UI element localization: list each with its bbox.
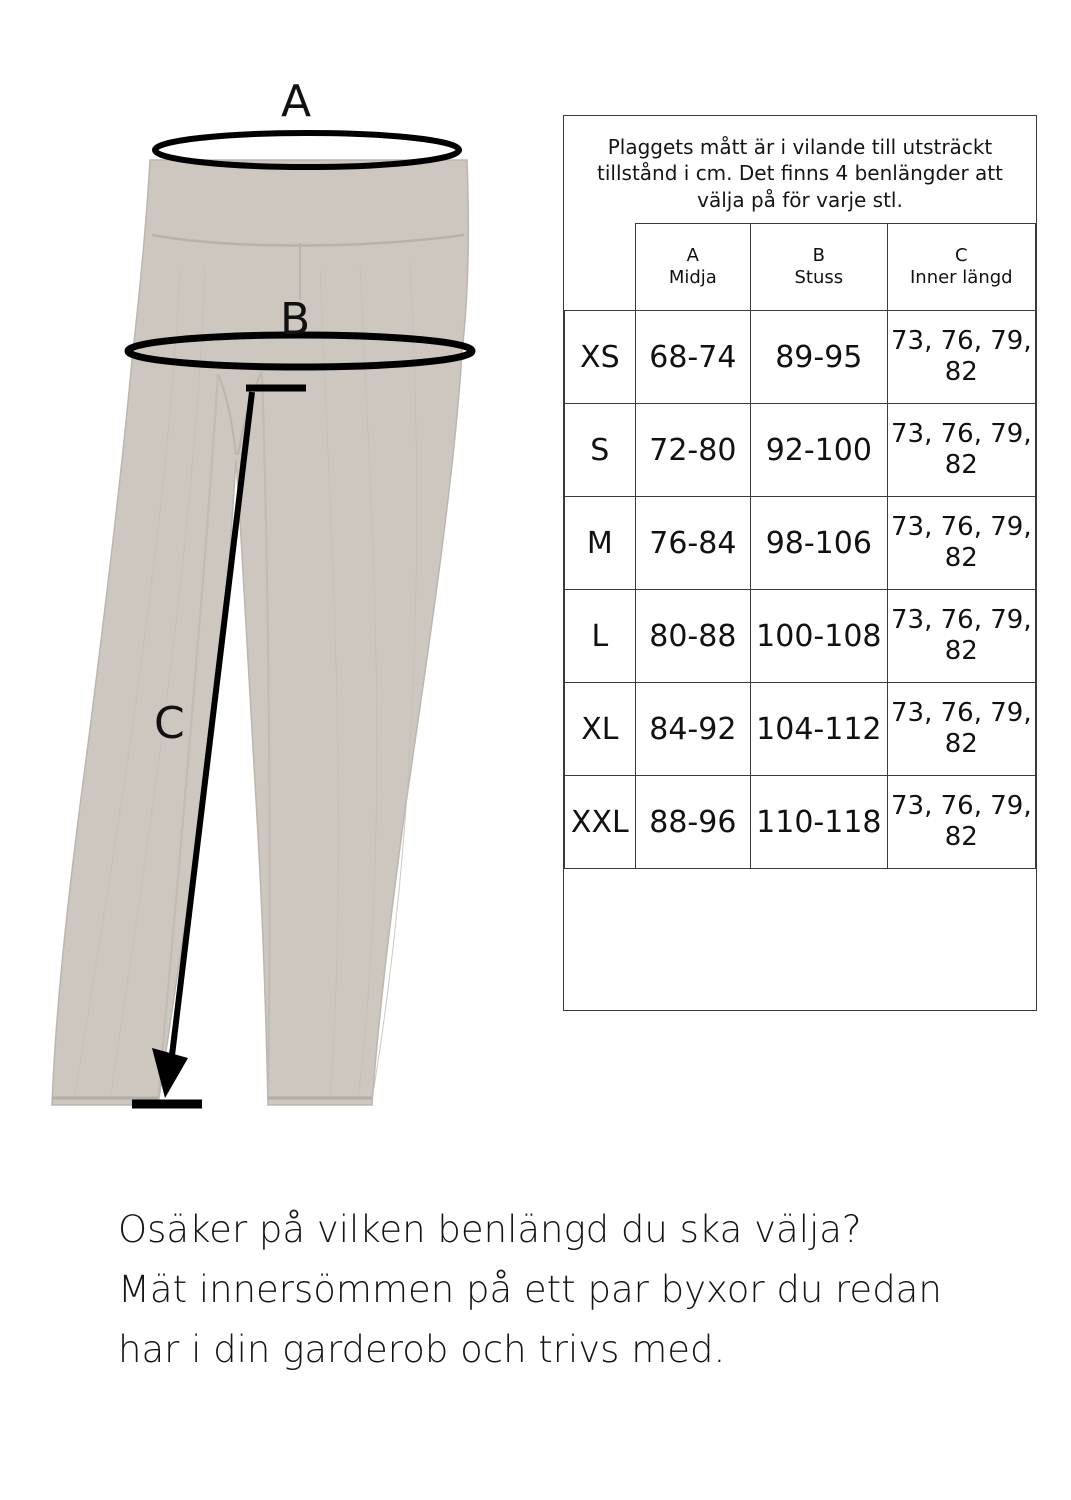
- header-a-midja: [635, 224, 750, 311]
- label-c: C: [154, 698, 185, 749]
- cell-size: XL: [565, 683, 636, 776]
- table-header-row: [565, 224, 1036, 311]
- header-b-stuss: [751, 224, 888, 311]
- cell-stuss: 100-108: [751, 590, 888, 683]
- cell-midja: 80-88: [635, 590, 750, 683]
- cell-midja: 88-96: [635, 776, 750, 869]
- cell-innerlangd: 73, 76, 79, 82: [887, 683, 1035, 776]
- cell-midja: 84-92: [635, 683, 750, 776]
- header-c-letter: C: [955, 244, 968, 266]
- cell-midja: 72-80: [635, 404, 750, 497]
- cell-innerlangd: 73, 76, 79, 82: [887, 776, 1035, 869]
- size-chart-card: [563, 115, 1037, 1011]
- trousers-illustration: [0, 0, 560, 1170]
- table-row: [565, 590, 1036, 683]
- cell-size: XXL: [565, 776, 636, 869]
- cell-innerlangd: 73, 76, 79, 82: [887, 404, 1035, 497]
- header-c-innerlangd: [887, 224, 1035, 311]
- header-a-name: Midja: [668, 267, 717, 289]
- cell-innerlangd: 73, 76, 79, 82: [887, 311, 1035, 404]
- cell-midja: 76-84: [635, 497, 750, 590]
- cell-size: M: [565, 497, 636, 590]
- cell-size: S: [565, 404, 636, 497]
- table-row: [565, 404, 1036, 497]
- cell-stuss: 92-100: [751, 404, 888, 497]
- header-c-name: Inner längd: [909, 267, 1013, 289]
- trousers-measurement-diagram: [0, 0, 560, 1170]
- header-a-letter: A: [686, 244, 699, 266]
- label-a: A: [281, 76, 312, 127]
- footer-line-2: Mät innersömmen på ett par byxor du redan: [118, 1267, 942, 1311]
- table-row: [565, 497, 1036, 590]
- label-b: B: [280, 294, 311, 345]
- cell-size: XS: [565, 311, 636, 404]
- footer-line-1: Osäker på vilken benlängd du ska välja?: [118, 1208, 862, 1251]
- leg-length-help-text: [118, 1200, 1018, 1380]
- footer-line-3: har i din garderob och trivs med.: [118, 1327, 726, 1371]
- measurement-note: Plaggets mått är i vilande till utsträckt tillstånd i cm. Det finns 4 benlängder att välja på för varje stl.: [597, 135, 1003, 212]
- table-row: [565, 683, 1036, 776]
- header-b-name: Stuss: [794, 267, 844, 289]
- header-b-letter: B: [812, 244, 825, 266]
- size-chart-table: [564, 223, 1036, 869]
- cell-stuss: 104-112: [751, 683, 888, 776]
- cell-stuss: 89-95: [751, 311, 888, 404]
- cell-innerlangd: 73, 76, 79, 82: [887, 497, 1035, 590]
- cell-midja: 68-74: [635, 311, 750, 404]
- cell-stuss: 98-106: [751, 497, 888, 590]
- header-size: [565, 224, 636, 311]
- cell-innerlangd: 73, 76, 79, 82: [887, 590, 1035, 683]
- table-row: [565, 776, 1036, 869]
- table-body: [565, 311, 1036, 869]
- cell-stuss: 110-118: [751, 776, 888, 869]
- trousers-shape: [52, 160, 468, 1105]
- cell-size: L: [565, 590, 636, 683]
- table-row: [565, 311, 1036, 404]
